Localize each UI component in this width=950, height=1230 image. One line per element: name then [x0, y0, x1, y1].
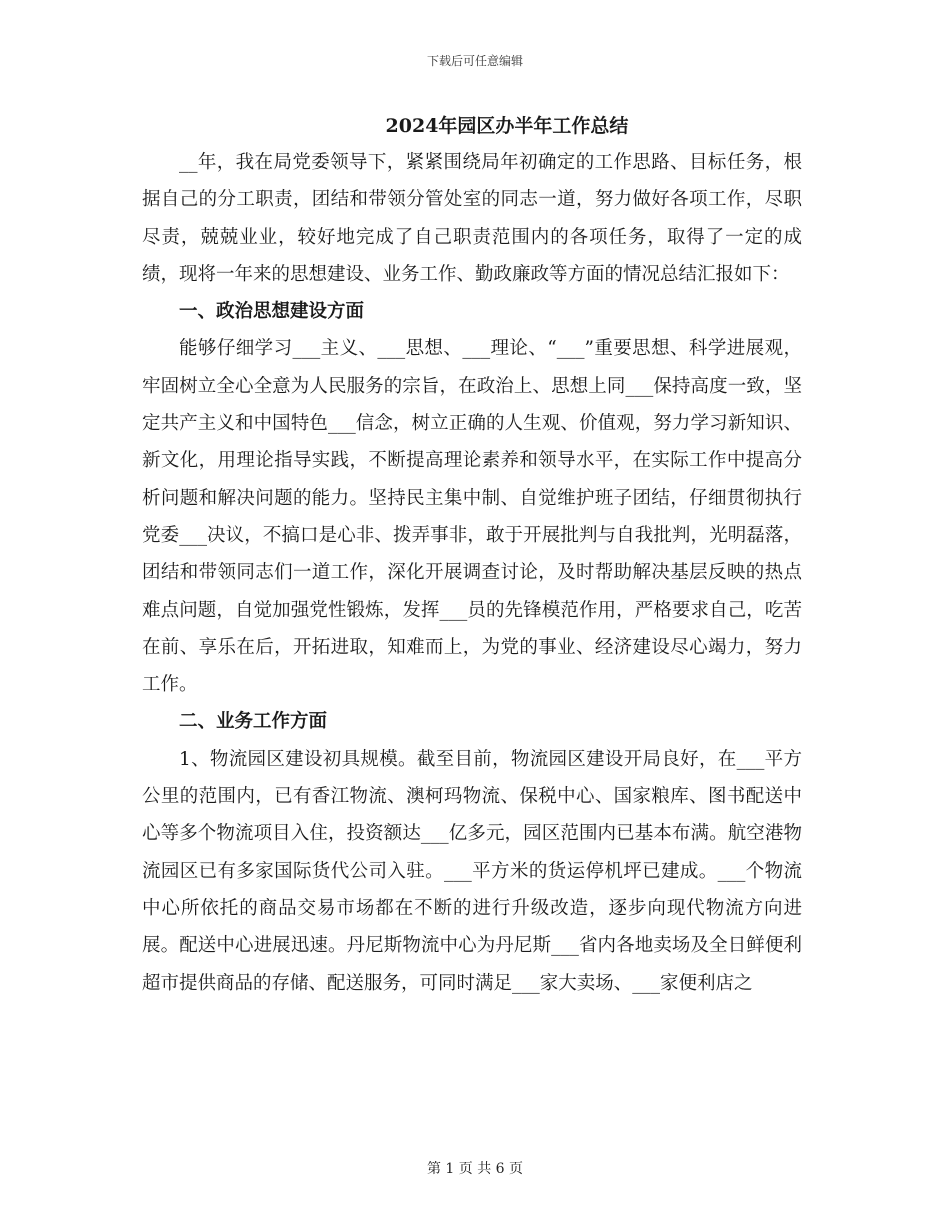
document-body	[142, 108, 802, 1002]
page-header-note: 下载后可任意编辑	[426, 54, 523, 68]
page-number: 第 1 页 共 6 页	[426, 1161, 524, 1177]
section-heading-politics: 一、政治思想建设方面	[179, 301, 365, 323]
document-title: 2024年园区办半年工作总结	[385, 115, 629, 137]
section-body-business: 1、物流园区建设初具规模。截至目前，物流园区建设开局良好，在___平方公里的范围内，已有香江物流、澳柯玛物流、保税中心、国家粮库、图书配送中心等多个物流项目入住，投资额达___亿多元，园区范围内已基本布满。航空港物流园区已有多家国际货代公司入驻。___平方米的货运停机坪已建成。___个物流中心所依托的商品交易市场都在不断的进行升级改造，逐步向现代物流方向进展。配送中心进展迅速。丹尼斯物流中心为丹尼斯___省内各地卖场及全日鲜便利超市提供商品的存储、配送服务，可同时满足___家大卖场、___家便利店之	[142, 748, 802, 994]
intro-paragraph: __年，我在局党委领导下，紧紧围绕局年初确定的工作思路、目标任务，根据自己的分工职责，团结和带领分管处室的同志一道，努力做好各项工作，尽职尽责，兢兢业业，较好地完成了自己职责范围内的各项任务，取得了一定的成绩，现将一年来的思想建设、业务工作、勤政廉政等方面的情况总结汇报如下：	[142, 152, 802, 285]
section-body-politics: 能够仔细学习___主义、___思想、___理论、“___”重要思想、科学进展观，牢固树立全心全意为人民服务的宗旨，在政治上、思想上同___保持高度一致，坚定共产主义和中国特色___信念，树立正确的人生观、价值观，努力学习新知识、新文化，用理论指导实践，不断提高理论素养和领导水平，在实际工作中提高分析问题和解决问题的能力。坚持民主集中制、自觉维护班子团结，仔细贯彻执行党委___决议，不搞口是心非、拨弄事非，敢于开展批判与自我批判，光明磊落，团结和带领同志们一道工作，深化开展调查讨论，及时帮助解决基层反映的热点难点问题，自觉加强党性锻炼，发挥___员的先锋模范作用，严格要求自己，吃苦在前、享乐在后，开拓进取，知难而上，为党的事业、经济建设尽心竭力，努力工作。	[142, 338, 802, 696]
section-heading-business: 二、业务工作方面	[179, 711, 328, 733]
